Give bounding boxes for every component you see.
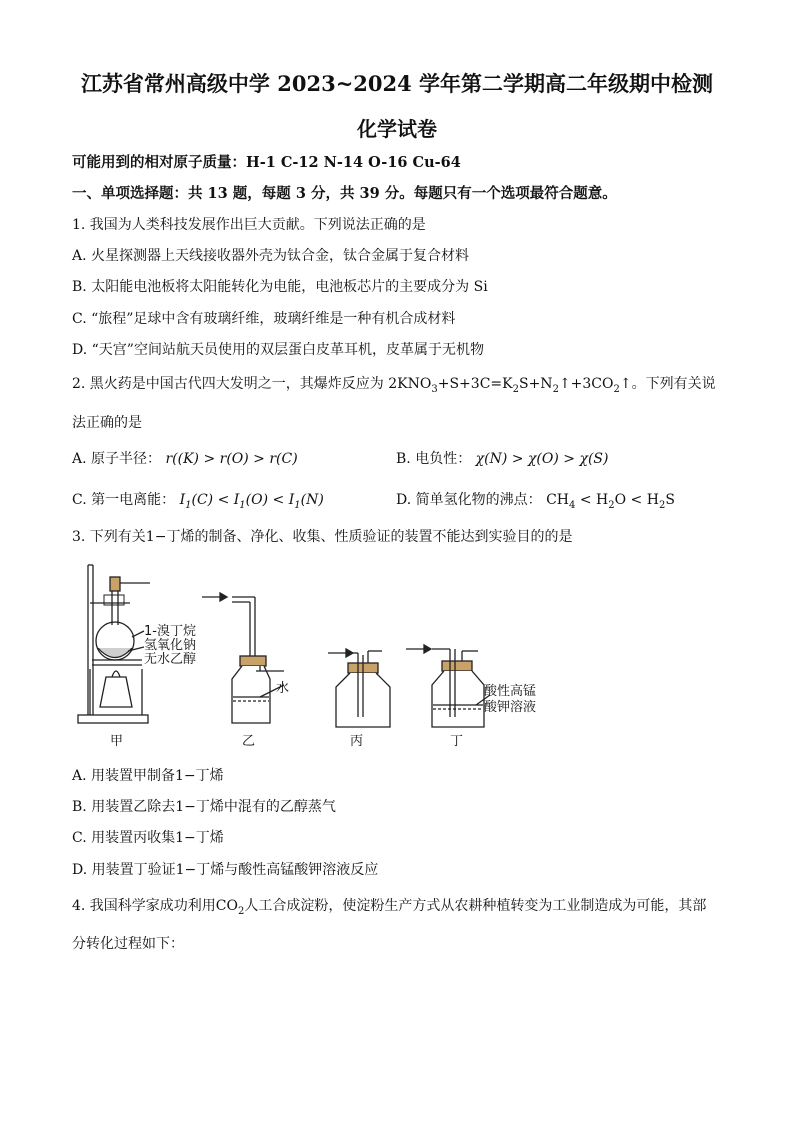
- apparatus-figure: [70, 555, 570, 755]
- q1-option-c: C. “旅程”足球中含有玻璃纤维，玻璃纤维是一种有机合成材料: [72, 311, 456, 327]
- part: CH: [546, 492, 570, 508]
- q2-sub: 2: [552, 383, 559, 395]
- i1: I: [288, 492, 295, 508]
- sub: 2: [658, 499, 666, 511]
- q2-option-b-label: B. 电负性：: [396, 451, 472, 467]
- q2-option-c-label: C. 第一电离能：: [72, 492, 176, 508]
- q1-option-d: D. “天宫”空间站航天员使用的双层蛋白皮革耳机，皮革属于无机物: [72, 342, 484, 358]
- q1-stem: 1. 我国为人类科技发展作出巨大贡献。下列说法正确的是: [72, 217, 426, 233]
- fig-label-yi: 乙: [242, 734, 256, 749]
- q2-sub: 2: [512, 383, 519, 395]
- apparatus-jia: [78, 565, 150, 723]
- i1: I: [233, 492, 240, 508]
- q2-option-d-expr: [546, 492, 675, 511]
- q2-stem-e: ↑。下列有关说: [619, 376, 716, 392]
- fig-reagent3: 无水乙醇: [144, 652, 197, 667]
- apparatus-ding: [432, 649, 490, 727]
- fig-reagent2: 氢氧化钠: [144, 638, 197, 653]
- q3-option-c: C. 用装置丙收集1−丁烯: [72, 830, 224, 846]
- q1-option-b: B. 太阳能电池板将太阳能转化为电能，电池板芯片的主要成分为 Si: [72, 279, 488, 295]
- sub: 4: [569, 499, 576, 511]
- atomic-masses: 可能用到的相对原子质量：H-1 C-12 N-14 O-16 Cu-64: [72, 154, 461, 171]
- q1-option-a: A. 火星探测器上天线接收器外壳为钛合金，钛合金属于复合材料: [72, 248, 470, 264]
- part: (C) <: [191, 492, 230, 508]
- q2-sub: 2: [613, 383, 620, 395]
- q4-stem-line2: 分转化过程如下：: [72, 936, 184, 952]
- q2-option-d: [396, 489, 675, 511]
- part: S: [665, 492, 675, 508]
- q2-stem-c: S+N: [518, 376, 553, 392]
- q2-option-c-expr: [179, 492, 324, 511]
- q2-stem-d: ↑+3CO: [558, 376, 614, 392]
- fig-kmno4-2: 酸钾溶液: [484, 700, 537, 715]
- q2-stem-line2: 法正确的是: [72, 415, 142, 431]
- q4-stem-a: 4. 我国科学家成功利用CO: [72, 898, 238, 914]
- fig-water: 水: [276, 681, 290, 696]
- page-title: 江苏省常州高级中学 2023~2024 学年第二学期高二年级期中检测: [80, 71, 714, 96]
- sub: 1: [239, 499, 246, 511]
- q3-option-b: B. 用装置乙除去1−丁烯中混有的乙醇蒸气: [72, 799, 336, 815]
- part: (O) <: [245, 492, 285, 508]
- q2-option-a-label: A. 原子半径：: [72, 451, 162, 467]
- section-heading: 一、单项选择题：共 13 题，每题 3 分，共 39 分。每题只有一个选项最符合题意。: [72, 185, 617, 202]
- q2-option-b-expr: χ(N) > χ(O) > χ(S): [475, 451, 609, 467]
- q3-option-a: A. 用装置甲制备1−丁烯: [72, 768, 224, 784]
- q3-stem: 3. 下列有关1−丁烯的制备、净化、收集、性质验证的装置不能达到实验目的的是: [72, 529, 573, 545]
- fig-kmno4-1: 酸性高锰: [484, 684, 537, 699]
- part: (N): [300, 492, 324, 508]
- q2-stem-a: 2. 黑火药是中国古代四大发明之一，其爆炸反应为 2KNO: [72, 376, 432, 392]
- fig-label-ding: 丁: [450, 734, 464, 749]
- q2-stem: [72, 373, 716, 395]
- sub: 2: [608, 499, 615, 511]
- part: < H: [575, 492, 609, 508]
- q2-option-c: [72, 489, 324, 511]
- apparatus-bing: [336, 651, 390, 727]
- q2-sub: 3: [431, 383, 438, 395]
- fig-label-jia: 甲: [110, 734, 124, 749]
- q2-option-d-label: D. 简单氢化物的沸点：: [396, 492, 542, 508]
- page-subtitle: 化学试卷: [357, 117, 437, 141]
- q2-stem-b: +S+3C=K: [437, 376, 513, 392]
- sub: 1: [294, 499, 301, 511]
- sub: 2: [238, 905, 245, 917]
- q4-stem: [72, 895, 706, 917]
- sub: 1: [185, 499, 192, 511]
- q3-option-d: D. 用装置丁验证1−丁烯与酸性高锰酸钾溶液反应: [72, 862, 379, 878]
- q2-option-a-expr: r((K) > r(O) > r(C): [165, 451, 298, 467]
- apparatus-yi: [232, 597, 284, 723]
- q2-option-b: [396, 448, 608, 468]
- i1: I: [179, 492, 186, 508]
- part: O < H: [614, 492, 659, 508]
- q4-stem-b: 人工合成淀粉，使淀粉生产方式从农耕种植转变为工业制造成为可能，其部: [244, 898, 707, 914]
- q2-option-a: [72, 448, 298, 468]
- fig-reagent1: 1-溴丁烷: [144, 624, 196, 639]
- fig-label-bing: 丙: [350, 734, 364, 749]
